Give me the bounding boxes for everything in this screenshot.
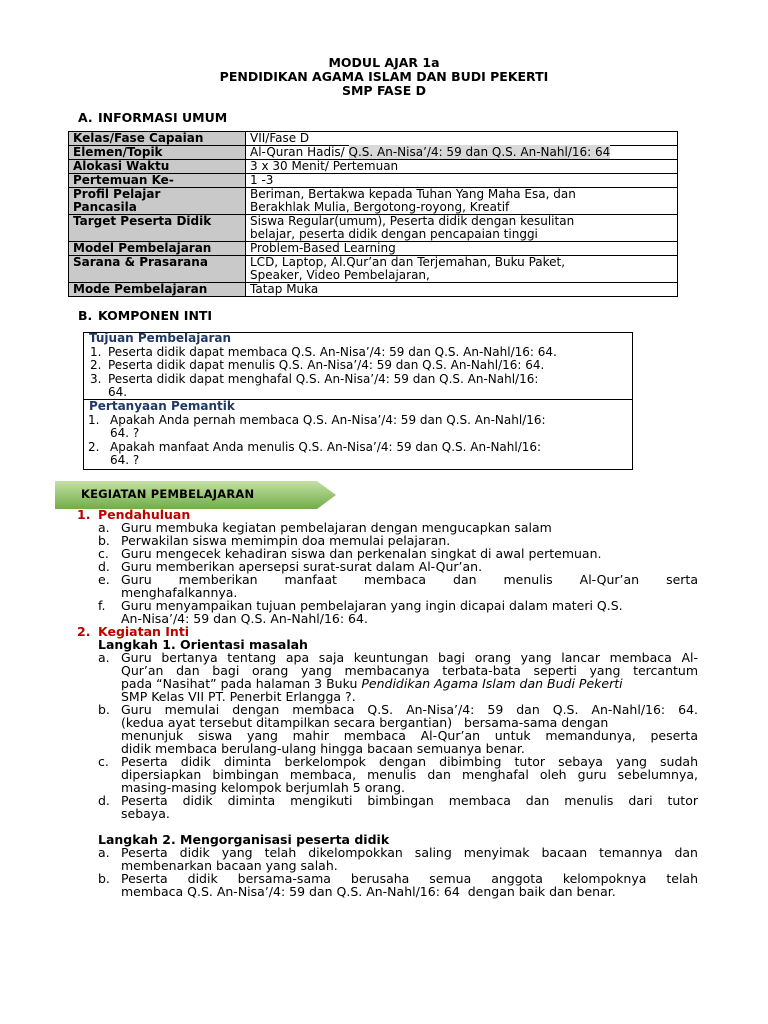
table-value: Problem-Based Learning	[246, 242, 678, 256]
table-key: Pertemuan Ke-	[69, 174, 246, 188]
list-item	[74, 651, 698, 703]
table-row	[69, 256, 678, 283]
banner-label: KEGIATAN PEMBELAJARAN	[81, 487, 255, 501]
list-text-line: 64. ?	[110, 453, 140, 467]
list-text-line: Guru menyampaikan tujuan pembelajaran yang ingin dicapai dalam materi Q.S.	[121, 598, 623, 613]
list-text-line: SMP Kelas VII PT. Penerbit Erlangga ?.	[121, 689, 356, 704]
list-marker: d.	[98, 793, 110, 808]
table-row	[69, 215, 678, 242]
list-marker: d.	[98, 559, 110, 574]
list-text: Peserta didik dapat membaca Q.S. An-Nisa’/4: 59 dan Q.S. An-Nahl/16: 64.	[108, 344, 557, 359]
table-row	[69, 242, 678, 256]
list-text-line: Guru memulai dengan membaca Q.S. An-Nisa’/4: 59 dan Q.S. An-Nahl/16: 64.	[121, 702, 698, 717]
list-marker: e.	[98, 572, 110, 587]
list-text: Guru membuka kegiatan pembelajaran dengan mengucapkan salam	[121, 520, 552, 535]
list-text-line: (kedua ayat tersebut ditampilkan secara bergantian) bersama-sama dengan	[121, 715, 609, 730]
table-key-line: Profil Pelajar	[73, 187, 161, 201]
table-key: Kelas/Fase Capaian	[69, 132, 246, 146]
list-text-line: Peserta didik diminta mengikuti bimbingan membaca dan menulis dari tutor	[121, 793, 698, 808]
list-number: 1.	[88, 412, 100, 427]
table-row	[69, 174, 678, 188]
table-row	[69, 283, 678, 297]
table-value-highlight: Q.S. An-Nisa’/4: 59 dan Q.S. An-Nahl/16: 64	[348, 145, 611, 159]
section-b-heading	[78, 308, 212, 323]
list-text-line: didik membaca berulang-ulang hingga bacaan semuanya benar.	[121, 741, 525, 756]
table-value-line: Berakhlak Mulia, Bergotong-royong, Kreatif	[250, 200, 510, 214]
table-value	[246, 146, 678, 160]
list-item	[74, 573, 698, 599]
tujuan-heading: Tujuan Pembelajaran	[89, 331, 232, 345]
list-item	[74, 755, 698, 794]
list-text-line: Guru bertanya tentang apa saja keuntungan bagi orang yang lancar membaca Al-	[121, 650, 698, 665]
table-value-line: LCD, Laptop, Al.Qur’an dan Terjemahan, Buku Paket,	[250, 255, 566, 269]
table-value: 1 -3	[246, 174, 678, 188]
list-item	[74, 872, 698, 898]
list-text-line: 64. ?	[110, 426, 140, 440]
section-b-letter: B.	[78, 308, 93, 323]
list-text-line: Peserta didik bersama-sama berusaha semua anggota kelompoknya telah	[121, 871, 698, 886]
list-item	[84, 414, 632, 441]
table-key: Mode Pembelajaran	[69, 283, 246, 297]
list-text-line: 64.	[108, 385, 128, 399]
table-key	[69, 188, 246, 215]
table-row	[69, 132, 678, 146]
table-key: Target Peserta Didik	[69, 215, 246, 242]
table-row	[69, 146, 678, 160]
list-item	[84, 346, 632, 360]
list-number: 1.	[90, 344, 102, 359]
list-text-line: sebaya.	[121, 806, 170, 821]
table-value-line: Beriman, Bertakwa kepada Tuhan Yang Maha Esa, dan	[250, 187, 576, 201]
list-item	[74, 794, 698, 820]
list-text-line: An-Nisa’/4: 59 dan Q.S. An-Nahl/16: 64.	[121, 611, 368, 626]
pertanyaan-section	[84, 400, 632, 468]
list-item	[84, 359, 632, 373]
table-value-line: Speaker, Video Pembelajaran,	[250, 268, 430, 282]
list-marker: b.	[98, 533, 110, 548]
list-marker: a.	[98, 520, 110, 535]
doc-title-line1: MODUL AJAR 1a	[328, 55, 440, 70]
langkah-1-heading: Langkah 1. Orientasi masalah	[98, 637, 308, 652]
list-item	[74, 599, 698, 625]
list-number: 3.	[90, 371, 102, 386]
doc-title-line3: SMP FASE D	[341, 83, 426, 98]
table-key: Model Pembelajaran	[69, 242, 246, 256]
list-item	[84, 373, 632, 400]
section-a-letter: A.	[78, 110, 93, 125]
list-text: Guru mengecek kehadiran siswa dan perkenalan singkat di awal pertemuan.	[121, 546, 602, 561]
list-text-line: dipersiapkan bimbingan membaca, menulis dan menghafal oleh guru sebelumnya,	[121, 767, 698, 782]
heading-number: 2.	[77, 624, 91, 639]
tujuan-section	[84, 332, 632, 400]
kegiatan-content	[74, 508, 698, 898]
list-text-line: Qur’an dan bagi orang yang membacanya terbata-bata seperti yang tercantum	[121, 663, 698, 678]
section-a-title: INFORMASI UMUM	[98, 110, 228, 125]
list-text-line: Peserta didik diminta berkelompok dengan dibimbing tutor sebaya yang sudah	[121, 754, 698, 769]
list-number: 2.	[88, 439, 100, 454]
list-text: Guru memberikan apersepsi surat-surat dalam Al-Qur’an.	[121, 559, 483, 574]
pertanyaan-heading: Pertanyaan Pemantik	[89, 399, 235, 413]
table-value-line: belajar, peserta didik dengan pencapaian tinggi	[250, 227, 538, 241]
table-value-part: Al-Quran Hadis/	[250, 145, 349, 159]
list-text-line: Apakah Anda pernah membaca Q.S. An-Nisa’/4: 59 dan Q.S. An-Nahl/16:	[110, 412, 546, 427]
list-text-line: membaca Q.S. An-Nisa’/4: 59 dan Q.S. An-Nahl/16: 64 dengan baik dan benar.	[121, 884, 616, 899]
list-item	[84, 441, 632, 468]
kegiatan-inti-heading	[74, 625, 698, 638]
table-key: Sarana & Prasarana	[69, 256, 246, 283]
list-marker: c.	[98, 754, 109, 769]
list-number: 2.	[90, 358, 102, 372]
list-text-line: menunjuk siswa yang mahir membaca Al-Qur’an untuk memandunya, peserta	[121, 728, 698, 743]
list-text-part: pada “Nasihat” pada halaman 3 Buku	[121, 676, 362, 691]
heading-text: Pendahuluan	[98, 507, 191, 522]
list-text-line: masing-masing kelompok berjumlah 5 orang.	[121, 780, 405, 795]
heading-text: Kegiatan Inti	[98, 624, 190, 639]
komponen-inti-box	[83, 332, 633, 470]
list-item	[74, 846, 698, 872]
table-key-line: Pancasila	[73, 200, 137, 214]
table-key: Alokasi Waktu	[69, 160, 246, 174]
list-text-line: Apakah manfaat Anda menulis Q.S. An-Nisa’/4: 59 dan Q.S. An-Nahl/16:	[110, 439, 542, 454]
heading-number: 1.	[77, 507, 91, 522]
list-marker: f.	[98, 598, 106, 613]
table-row	[69, 188, 678, 215]
list-text-line: Peserta didik dapat menghafal Q.S. An-Nisa’/4: 59 dan Q.S. An-Nahl/16:	[108, 371, 539, 386]
info-table	[68, 131, 678, 297]
list-text-line: Peserta didik yang telah dikelompokkan saling menyimak bacaan temannya dan	[121, 845, 698, 860]
table-value: Tatap Muka	[246, 283, 678, 297]
table-value	[246, 215, 678, 242]
table-value	[246, 188, 678, 215]
book-title: Pendidikan Agama Islam dan Budi Pekerti	[361, 676, 623, 691]
list-marker: b.	[98, 702, 110, 717]
table-key: Elemen/Topik	[69, 146, 246, 160]
doc-title-line2: PENDIDIKAN AGAMA ISLAM DAN BUDI PEKERTI	[219, 69, 549, 84]
list-text-line: membenarkan bacaan yang salah.	[121, 858, 338, 873]
list-marker: a.	[98, 845, 110, 860]
list-item	[74, 703, 698, 755]
section-a-heading	[78, 110, 227, 125]
list-text-line: Guru memberikan manfaat membaca dan menulis Al-Qur’an serta	[121, 572, 698, 587]
list-text: Peserta didik dapat menulis Q.S. An-Nisa’/4: 59 dan Q.S. An-Nahl/16: 64.	[108, 358, 545, 372]
list-text-line: menghafalkannya.	[121, 585, 238, 600]
table-value	[246, 256, 678, 283]
list-marker: b.	[98, 871, 110, 886]
table-value: 3 x 30 Menit/ Pertemuan	[246, 160, 678, 174]
section-b-title: KOMPONEN INTI	[98, 308, 213, 323]
table-value-line: Siswa Regular(umum), Peserta didik dengan kesulitan	[250, 214, 575, 228]
list-text: Perwakilan siswa memimpin doa memulai pelajaran.	[121, 533, 451, 548]
table-value: VII/Fase D	[246, 132, 678, 146]
list-marker: a.	[98, 650, 110, 665]
table-row	[69, 160, 678, 174]
list-marker: c.	[98, 546, 109, 561]
langkah-2-heading: Langkah 2. Mengorganisasi peserta didik	[98, 832, 390, 847]
